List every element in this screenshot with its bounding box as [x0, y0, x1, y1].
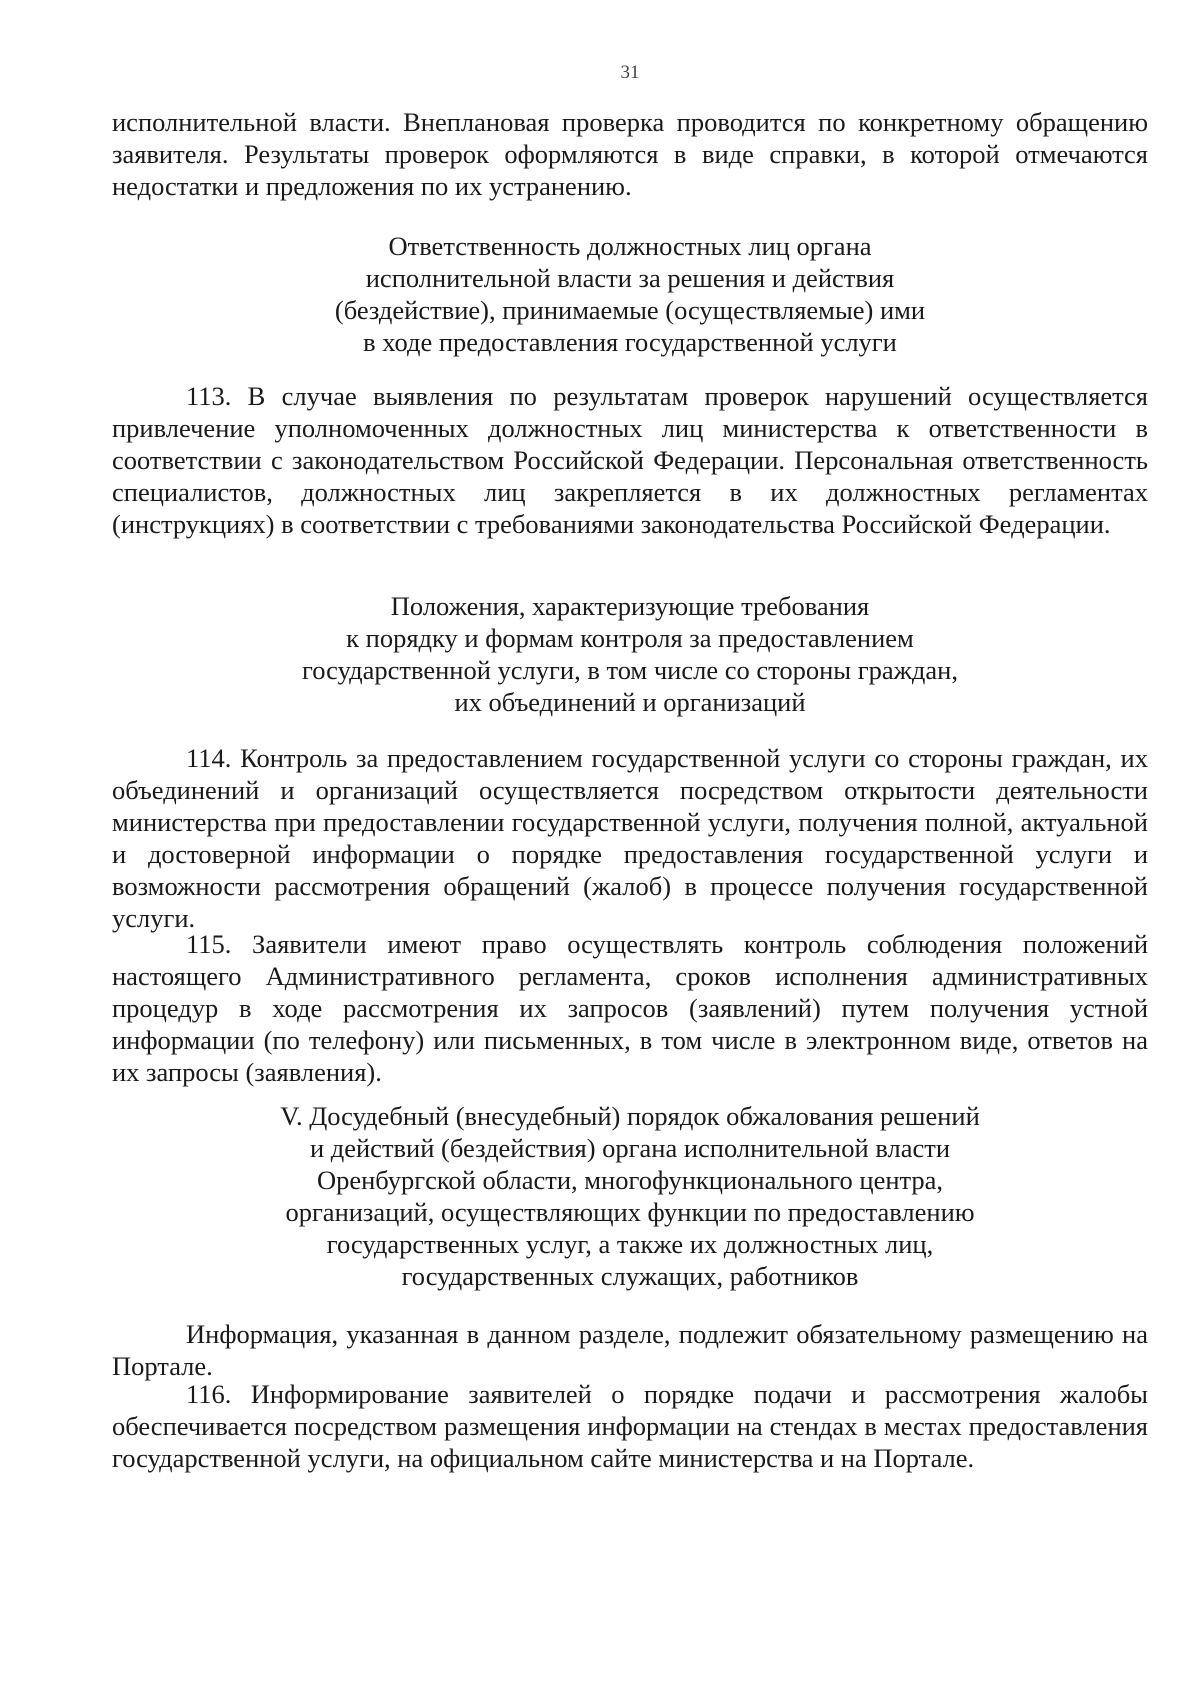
page-number: 31	[620, 62, 640, 83]
paragraph-info: Информация, указанная в данном разделе, подлежит обязательному размещению на Портале.	[112, 1319, 1148, 1381]
section-heading-control-requirements	[112, 590, 1148, 718]
heading-line: исполнительной власти за решения и действия	[365, 263, 895, 293]
paragraph-115: 115. Заявители имеют право осуществлять контроль соблюдения положений настоящего Административного регламента, сроков исполнения административных процедур в ходе рассмотрения их запросов (заявлений) путем получения устной информации (по телефону) или письменных, в том числе в электронном виде, ответов на их запросы (заявления).	[112, 929, 1148, 1087]
paragraph-116: 116. Информирование заявителей о порядке подачи и рассмотрения жалобы обеспечивается посредством размещения информации на стендах в местах предоставления государственной услуги, на официальном сайте министерства и на Портале.	[112, 1379, 1148, 1473]
heading-line: V. Досудебный (внесудебный) порядок обжалования решений	[280, 1101, 980, 1131]
heading-line: (бездействие), принимаемые (осуществляемые) ими	[334, 295, 926, 325]
heading-line: и действий (бездействия) органа исполнительной власти	[309, 1133, 951, 1163]
heading-line: Ответственность должностных лиц органа	[388, 231, 872, 261]
heading-line: в ходе предоставления государственной услуги	[363, 327, 897, 357]
section-heading-appeal-procedure	[112, 1100, 1148, 1292]
heading-line: их объединений и организаций	[454, 687, 806, 717]
heading-line: государственных услуг, а также их должностных лиц,	[326, 1229, 934, 1259]
heading-line: государственной услуги, в том числе со стороны граждан,	[302, 655, 958, 685]
heading-line: Оренбургской области, многофункционального центра,	[316, 1165, 944, 1195]
section-heading-responsibility	[112, 230, 1148, 358]
heading-line: организаций, осуществляющих функции по предоставлению	[285, 1197, 975, 1227]
paragraph-114: 114. Контроль за предоставлением государственной услуги со стороны граждан, их объединений и организаций осуществляется посредством открытости деятельности министерства при предоставлении государственной услуги, получения полной, актуальной и достоверной информации о порядке предоставления государственной услуги и возможности рассмотрения обращений (жалоб) в процессе получения государственной услуги.	[112, 743, 1148, 933]
heading-line: к порядку и формам контроля за предоставлением	[346, 623, 914, 653]
heading-line: государственных служащих, работников	[401, 1261, 859, 1291]
paragraph-113: 113. В случае выявления по результатам проверок нарушений осуществляется привлечение уполномоченных должностных лиц министерства к ответственности в соответствии с законодательством Российской Федерации. Персональная ответственность специалистов, должностных лиц закрепляется в их должностных регламентах (инструкциях) в соответствии с требованиями законодательства Российской Федерации.	[112, 381, 1148, 539]
paragraph-intro: исполнительной власти. Внеплановая проверка проводится по конкретному обращению заявителя. Результаты проверок оформляются в виде справки, в которой отмечаются недостатки и предложения по их устранению.	[112, 107, 1148, 201]
heading-line: Положения, характеризующие требования	[390, 591, 870, 621]
